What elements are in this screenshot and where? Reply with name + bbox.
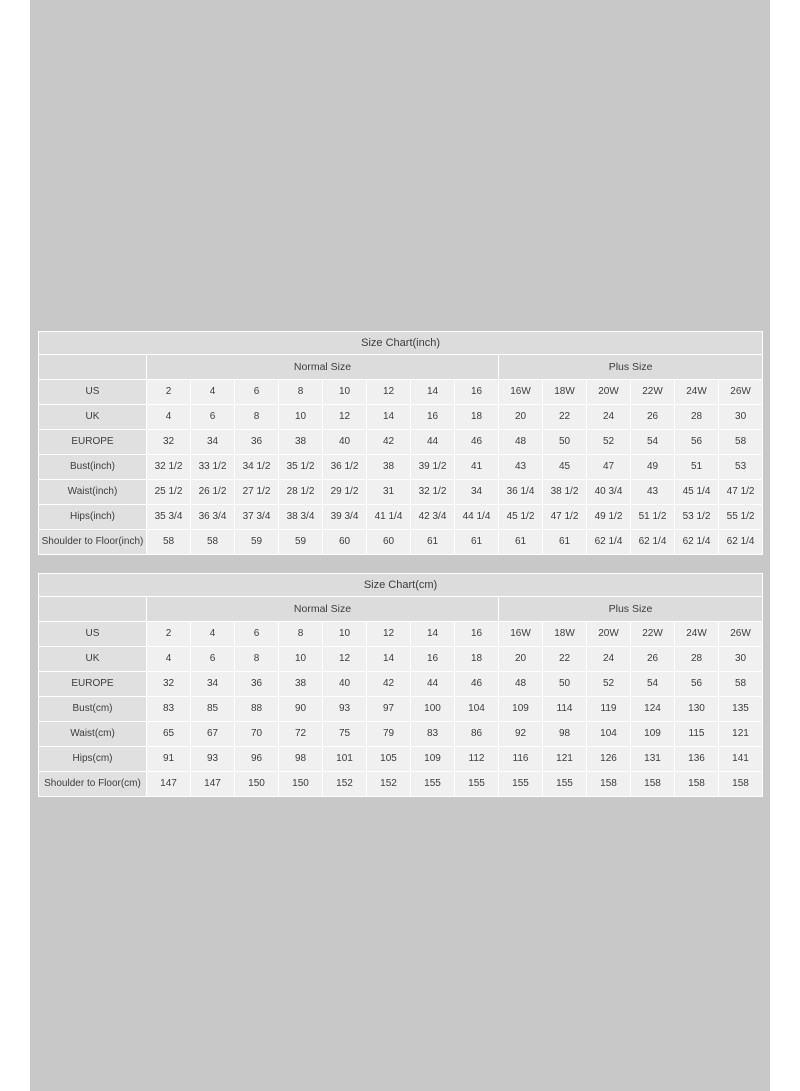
table-cell: 93	[191, 747, 235, 772]
table-cell: 36 3/4	[191, 505, 235, 530]
table-cell: 56	[675, 430, 719, 455]
table-cell: 61	[455, 530, 499, 555]
table-cell: 22	[543, 647, 587, 672]
table-cell: 59	[279, 530, 323, 555]
table-cell: 25 1/2	[147, 480, 191, 505]
chart-title-row	[39, 574, 763, 597]
table-cell: 14	[411, 380, 455, 405]
table-cell: 155	[411, 772, 455, 797]
table-cell: 155	[499, 772, 543, 797]
table-cell: 98	[279, 747, 323, 772]
table-cell: 26	[631, 405, 675, 430]
table-cell: 43	[631, 480, 675, 505]
table-cell: 48	[499, 672, 543, 697]
table-row	[39, 672, 763, 697]
size-chart-table-inch	[38, 331, 763, 555]
table-cell: 22W	[631, 622, 675, 647]
table-cell: 18W	[543, 380, 587, 405]
table-cell: 36	[235, 672, 279, 697]
table-cell: 26 1/2	[191, 480, 235, 505]
table-cell: 26W	[719, 380, 763, 405]
table-cell: 46	[455, 430, 499, 455]
table-cell: 131	[631, 747, 675, 772]
table-cell: 91	[147, 747, 191, 772]
corner-cell	[39, 597, 147, 622]
table-cell: 130	[675, 697, 719, 722]
table-cell: 116	[499, 747, 543, 772]
corner-cell	[39, 355, 147, 380]
table-cell: 67	[191, 722, 235, 747]
table-cell: 158	[631, 772, 675, 797]
group-header-normal: Normal Size	[147, 597, 499, 622]
table-cell: 100	[411, 697, 455, 722]
table-cell: 38	[279, 430, 323, 455]
table-cell: 92	[499, 722, 543, 747]
table-row	[39, 530, 763, 555]
table-cell: 104	[587, 722, 631, 747]
row-label: US	[39, 622, 147, 647]
table-cell: 31	[367, 480, 411, 505]
table-cell: 37 3/4	[235, 505, 279, 530]
table-cell: 90	[279, 697, 323, 722]
table-cell: 124	[631, 697, 675, 722]
table-cell: 61	[411, 530, 455, 555]
table-cell: 14	[367, 647, 411, 672]
table-cell: 135	[719, 697, 763, 722]
table-cell: 60	[323, 530, 367, 555]
table-cell: 26W	[719, 622, 763, 647]
table-cell: 41	[455, 455, 499, 480]
table-cell: 79	[367, 722, 411, 747]
table-cell: 20W	[587, 380, 631, 405]
chart-title: Size Chart(cm)	[39, 574, 763, 597]
table-cell: 96	[235, 747, 279, 772]
table-cell: 136	[675, 747, 719, 772]
table-cell: 150	[235, 772, 279, 797]
table-cell: 24W	[675, 622, 719, 647]
table-cell: 36 1/2	[323, 455, 367, 480]
table-cell: 12	[367, 622, 411, 647]
table-cell: 33 1/2	[191, 455, 235, 480]
table-cell: 147	[191, 772, 235, 797]
table-cell: 98	[543, 722, 587, 747]
table-cell: 34	[191, 430, 235, 455]
table-cell: 39 1/2	[411, 455, 455, 480]
table-cell: 158	[587, 772, 631, 797]
row-label: Bust(inch)	[39, 455, 147, 480]
table-cell: 51	[675, 455, 719, 480]
table-cell: 119	[587, 697, 631, 722]
table-cell: 60	[367, 530, 411, 555]
size-chart-tables	[38, 331, 762, 797]
table-cell: 50	[543, 430, 587, 455]
table-cell: 44 1/4	[455, 505, 499, 530]
table-cell: 114	[543, 697, 587, 722]
table-cell: 93	[323, 697, 367, 722]
table-cell: 54	[631, 430, 675, 455]
table-cell: 12	[323, 405, 367, 430]
table-cell: 56	[675, 672, 719, 697]
table-cell: 10	[323, 380, 367, 405]
row-label: EUROPE	[39, 430, 147, 455]
table-cell: 38 1/2	[543, 480, 587, 505]
table-cell: 44	[411, 672, 455, 697]
row-label: EUROPE	[39, 672, 147, 697]
table-cell: 32	[147, 672, 191, 697]
table-cell: 152	[323, 772, 367, 797]
size-chart-table-cm	[38, 573, 763, 797]
table-cell: 4	[191, 622, 235, 647]
group-header-row	[39, 355, 763, 380]
table-cell: 61	[543, 530, 587, 555]
table-cell: 62 1/4	[719, 530, 763, 555]
table-cell: 34	[191, 672, 235, 697]
table-cell: 18	[455, 647, 499, 672]
table-cell: 24W	[675, 380, 719, 405]
table-row	[39, 697, 763, 722]
table-cell: 62 1/4	[631, 530, 675, 555]
table-cell: 53 1/2	[675, 505, 719, 530]
table-cell: 158	[719, 772, 763, 797]
table-cell: 58	[719, 672, 763, 697]
table-cell: 141	[719, 747, 763, 772]
table-row	[39, 747, 763, 772]
table-cell: 55 1/2	[719, 505, 763, 530]
table-cell: 28	[675, 405, 719, 430]
table-cell: 22W	[631, 380, 675, 405]
table-cell: 12	[367, 380, 411, 405]
table-cell: 2	[147, 380, 191, 405]
table-cell: 36	[235, 430, 279, 455]
table-cell: 2	[147, 622, 191, 647]
table-row	[39, 455, 763, 480]
table-cell: 86	[455, 722, 499, 747]
table-cell: 14	[411, 622, 455, 647]
table-cell: 58	[191, 530, 235, 555]
table-cell: 105	[367, 747, 411, 772]
table-cell: 58	[719, 430, 763, 455]
chart-title: Size Chart(inch)	[39, 332, 763, 355]
table-cell: 40	[323, 430, 367, 455]
table-cell: 126	[587, 747, 631, 772]
row-label: Bust(cm)	[39, 697, 147, 722]
table-cell: 20	[499, 647, 543, 672]
table-cell: 158	[675, 772, 719, 797]
table-cell: 26	[631, 647, 675, 672]
table-cell: 61	[499, 530, 543, 555]
table-cell: 109	[411, 747, 455, 772]
table-cell: 6	[235, 622, 279, 647]
table-cell: 32	[147, 430, 191, 455]
table-row	[39, 772, 763, 797]
table-cell: 46	[455, 672, 499, 697]
table-cell: 20	[499, 405, 543, 430]
table-cell: 62 1/4	[675, 530, 719, 555]
table-cell: 34 1/2	[235, 455, 279, 480]
table-cell: 59	[235, 530, 279, 555]
table-cell: 16	[455, 380, 499, 405]
table-cell: 4	[147, 647, 191, 672]
table-cell: 6	[191, 647, 235, 672]
row-label: Waist(cm)	[39, 722, 147, 747]
row-label: US	[39, 380, 147, 405]
table-cell: 51 1/2	[631, 505, 675, 530]
table-cell: 121	[543, 747, 587, 772]
table-cell: 150	[279, 772, 323, 797]
table-cell: 40 3/4	[587, 480, 631, 505]
table-cell: 45	[543, 455, 587, 480]
table-cell: 30	[719, 405, 763, 430]
table-cell: 38	[279, 672, 323, 697]
table-cell: 47 1/2	[543, 505, 587, 530]
table-cell: 29 1/2	[323, 480, 367, 505]
table-cell: 101	[323, 747, 367, 772]
table-cell: 10	[279, 405, 323, 430]
table-cell: 47 1/2	[719, 480, 763, 505]
table-cell: 54	[631, 672, 675, 697]
row-label: Shoulder to Floor(cm)	[39, 772, 147, 797]
table-cell: 85	[191, 697, 235, 722]
table-row	[39, 480, 763, 505]
table-cell: 147	[147, 772, 191, 797]
table-cell: 4	[147, 405, 191, 430]
table-cell: 16	[455, 622, 499, 647]
row-label: UK	[39, 405, 147, 430]
group-header-normal: Normal Size	[147, 355, 499, 380]
table-cell: 70	[235, 722, 279, 747]
table-cell: 28	[675, 647, 719, 672]
table-row	[39, 430, 763, 455]
table-cell: 30	[719, 647, 763, 672]
table-cell: 24	[587, 647, 631, 672]
table-cell: 49 1/2	[587, 505, 631, 530]
table-cell: 155	[455, 772, 499, 797]
table-cell: 22	[543, 405, 587, 430]
table-cell: 42	[367, 430, 411, 455]
table-cell: 16W	[499, 622, 543, 647]
table-cell: 38	[367, 455, 411, 480]
chart-title-row	[39, 332, 763, 355]
table-row	[39, 505, 763, 530]
table-cell: 52	[587, 430, 631, 455]
table-cell: 52	[587, 672, 631, 697]
table-cell: 121	[719, 722, 763, 747]
table-cell: 155	[543, 772, 587, 797]
row-label: UK	[39, 647, 147, 672]
table-cell: 109	[499, 697, 543, 722]
table-cell: 24	[587, 405, 631, 430]
table-cell: 109	[631, 722, 675, 747]
table-row	[39, 722, 763, 747]
table-cell: 88	[235, 697, 279, 722]
table-cell: 50	[543, 672, 587, 697]
table-cell: 8	[235, 405, 279, 430]
table-cell: 41 1/4	[367, 505, 411, 530]
row-label: Waist(inch)	[39, 480, 147, 505]
table-row	[39, 405, 763, 430]
table-cell: 20W	[587, 622, 631, 647]
chart-spacer	[38, 555, 762, 573]
table-cell: 32 1/2	[147, 455, 191, 480]
table-cell: 83	[411, 722, 455, 747]
table-cell: 62 1/4	[587, 530, 631, 555]
table-cell: 35 1/2	[279, 455, 323, 480]
table-cell: 42	[367, 672, 411, 697]
table-cell: 14	[367, 405, 411, 430]
table-cell: 97	[367, 697, 411, 722]
table-cell: 104	[455, 697, 499, 722]
table-cell: 16W	[499, 380, 543, 405]
table-cell: 112	[455, 747, 499, 772]
table-cell: 38 3/4	[279, 505, 323, 530]
table-cell: 42 3/4	[411, 505, 455, 530]
table-cell: 152	[367, 772, 411, 797]
table-cell: 10	[323, 622, 367, 647]
table-cell: 4	[191, 380, 235, 405]
group-header-row	[39, 597, 763, 622]
table-cell: 10	[279, 647, 323, 672]
table-cell: 16	[411, 647, 455, 672]
table-cell: 27 1/2	[235, 480, 279, 505]
table-cell: 28 1/2	[279, 480, 323, 505]
table-row	[39, 380, 763, 405]
table-cell: 53	[719, 455, 763, 480]
table-cell: 8	[279, 380, 323, 405]
row-label: Hips(cm)	[39, 747, 147, 772]
table-cell: 43	[499, 455, 543, 480]
table-cell: 48	[499, 430, 543, 455]
table-cell: 58	[147, 530, 191, 555]
table-cell: 45 1/2	[499, 505, 543, 530]
table-cell: 6	[235, 380, 279, 405]
table-cell: 12	[323, 647, 367, 672]
table-cell: 18	[455, 405, 499, 430]
table-cell: 8	[235, 647, 279, 672]
table-cell: 16	[411, 405, 455, 430]
table-cell: 39 3/4	[323, 505, 367, 530]
table-row	[39, 622, 763, 647]
row-label: Shoulder to Floor(inch)	[39, 530, 147, 555]
table-cell: 44	[411, 430, 455, 455]
group-header-plus: Plus Size	[499, 355, 763, 380]
table-cell: 35 3/4	[147, 505, 191, 530]
size-charts-container	[38, 331, 762, 797]
table-cell: 34	[455, 480, 499, 505]
table-cell: 8	[279, 622, 323, 647]
table-cell: 32 1/2	[411, 480, 455, 505]
row-label: Hips(inch)	[39, 505, 147, 530]
table-cell: 18W	[543, 622, 587, 647]
table-cell: 47	[587, 455, 631, 480]
table-cell: 40	[323, 672, 367, 697]
table-cell: 45 1/4	[675, 480, 719, 505]
table-cell: 36 1/4	[499, 480, 543, 505]
table-cell: 83	[147, 697, 191, 722]
table-cell: 75	[323, 722, 367, 747]
table-cell: 72	[279, 722, 323, 747]
table-row	[39, 647, 763, 672]
table-cell: 6	[191, 405, 235, 430]
table-cell: 65	[147, 722, 191, 747]
table-cell: 115	[675, 722, 719, 747]
group-header-plus: Plus Size	[499, 597, 763, 622]
table-cell: 49	[631, 455, 675, 480]
